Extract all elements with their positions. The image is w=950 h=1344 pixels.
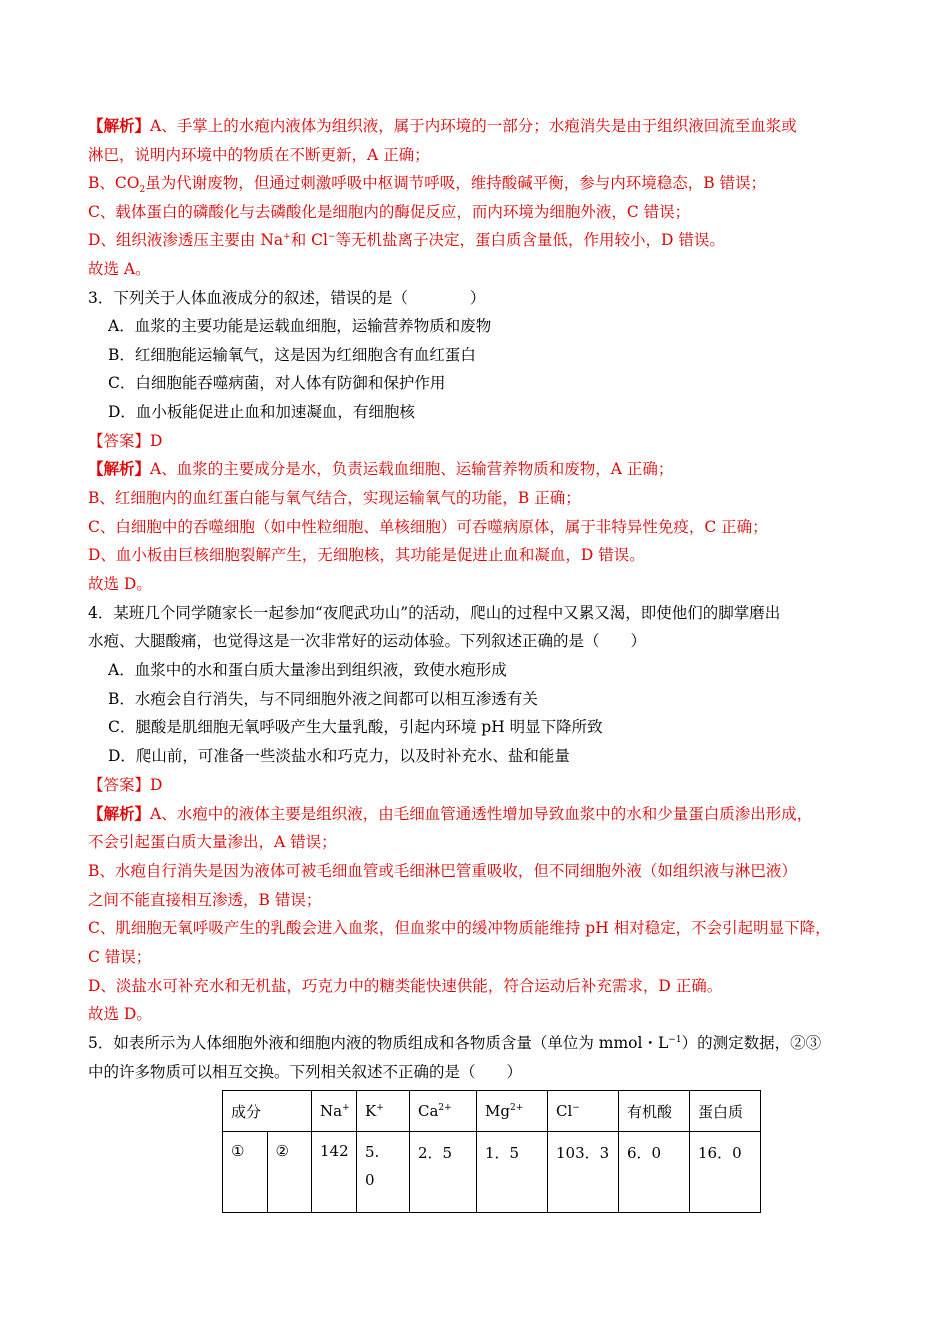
q4-analysis-5: C、肌细胞无氧呼吸产生的乳酸会进入血浆，但血浆中的缓冲物质能维持 pH 相对稳定，不会引起明显下降， [88,919,831,937]
q3-stem: 3．下列关于人体血液成分的叙述，错误的是（ ） [88,289,486,307]
q4-analysis-2: 不会引起蛋白质大量渗出，A 错误； [88,833,337,851]
q4-option-b: B．水疱会自行消失，与不同细胞外液之间都可以相互渗透有关 [108,690,538,708]
q4-option-d: D．爬山前，可准备一些淡盐水和巧克力，以及时补充水、盐和能量 [108,747,570,765]
q2-analysis-line-1: 【解析】A、手掌上的水疱内液体为组织液，属于内环境的一部分；水疱消失是由于组织液回流至血浆或 [88,116,797,135]
table-cell: 6．0 [619,1132,690,1213]
q3-answer: 【答案】D [88,432,163,450]
q3-option-a: A．血浆的主要功能是运载血细胞，运输营养物质和废物 [108,317,492,335]
q3-analysis-b: B、红细胞内的血红蛋白能与氧气结合，实现运输氧气的功能，B 正确； [88,489,581,507]
q4-stem-1: 4．某班几个同学随家长一起参加“夜爬武功山”的活动，爬山的过程中又累又渴，即使他们的脚掌磨出 [88,604,781,622]
q2-analysis-line-b: B、$CO_2$虽为代谢废物，但通过刺激呼吸中枢调节呼吸，维持酸碱平衡，参与内环境稳态，B 错误； [88,174,767,196]
q4-option-c: C．腿酸是肌细胞无氧呼吸产生大量乳酸，引起内环境 pH 明显下降所致 [108,718,603,736]
composition-table [222,1090,761,1213]
q4-analysis-3: B、水疱自行消失是因为液体可被毛细血管或毛细淋巴管重吸收，但不同细胞外液（如组织液与淋巴液） [88,862,797,880]
q3-conclusion: 故选 D。 [88,575,152,593]
q3-option-b: B．红细胞能运输氧气，这是因为红细胞含有血红蛋白 [108,346,476,364]
q2-analysis-line-c: C、载体蛋白的磷酸化与去磷酸化是细胞内的酶促反应，而内环境为细胞外液，C 错误； [88,203,691,221]
header-cell: 成分 [223,1091,312,1132]
q3-analysis-d: D、血小板由巨核细胞裂解产生，无细胞核，其功能是促进止血和凝血，D 错误。 [88,546,645,564]
table-row [223,1132,761,1213]
analysis-tag: 【解析】 [88,116,151,135]
header-cell: $Ca^{2+}$ [410,1091,477,1132]
q4-analysis-1: 【解析】A、水疱中的液体主要是组织液，由毛细血管通透性增加导致血浆中的水和少量蛋白质渗出形成， [88,804,813,823]
q2-analysis-line-2: 淋巴，说明内环境中的物质在不断更新，A 正确； [88,146,430,164]
q4-analysis-7: D、淡盐水可补充水和无机盐，巧克力中的糖类能快速供能，符合运动后补充需求，D 正确。 [88,977,723,995]
header-cell: Cl− [548,1091,619,1132]
header-cell: K+ [357,1091,410,1132]
q3-analysis-c: C、白细胞中的吞噬细胞（如中性粒细胞、单核细胞）可吞噬病原体，属于非特异性免疫，C 正确； [88,518,768,536]
q4-stem-2: 水疱、大腿酸痛，也觉得这是一次非常好的运动体验。下列叙述正确的是（ ） [88,632,647,650]
header-cell: 蛋白质 [690,1091,761,1132]
q2-conclusion: 故选 A。 [88,260,151,278]
q5-stem-1: 5．如表所示为人体细胞外液和细胞内液的物质组成和各物质含量（单位为 mmol・$L^{-1}$）的测定数据，②③ [88,1034,822,1052]
q5-stem-2: 中的许多物质可以相互交换。下列相关叙述不正确的是（ ） [88,1063,523,1081]
q4-analysis-6: C 错误； [88,948,152,966]
header-cell: 有机酸 [619,1091,690,1132]
table-cell: 2．5 [410,1132,477,1213]
q4-answer: 【答案】D [88,776,163,794]
table-cell: ② [267,1132,312,1213]
header-cell: $Mg^{2+}$ [477,1091,548,1132]
header-cell: Na+ [312,1091,357,1132]
table-cell: 142 [312,1132,357,1213]
q4-analysis-4: 之间不能直接相互渗透，B 错误； [88,891,322,909]
table-header-row [223,1091,761,1132]
q4-option-a: A．血浆中的水和蛋白质大量渗出到组织液，致使水疱形成 [108,661,507,679]
q4-conclusion: 故选 D。 [88,1005,152,1023]
q3-analysis-a: 【解析】A、血浆的主要成分是水，负责运载血细胞、运输营养物质和废物，A 正确； [88,459,674,478]
table-cell: 16．0 [690,1132,761,1213]
q3-option-c: C．白细胞能吞噬病菌，对人体有防御和保护作用 [108,374,446,392]
table-cell: ① [223,1132,268,1213]
table-cell: 103．3 [548,1132,619,1213]
q3-option-d: D．血小板能促进止血和加速凝血，有细胞核 [108,403,415,421]
table-cell: 5. 0 [357,1132,410,1213]
table-cell: 1．5 [477,1132,548,1213]
q2-analysis-line-d: D、组织液渗透压主要由 Na+和 Cl−等无机盐离子决定，蛋白质含量低，作用较小，D 错误。 [88,231,725,249]
